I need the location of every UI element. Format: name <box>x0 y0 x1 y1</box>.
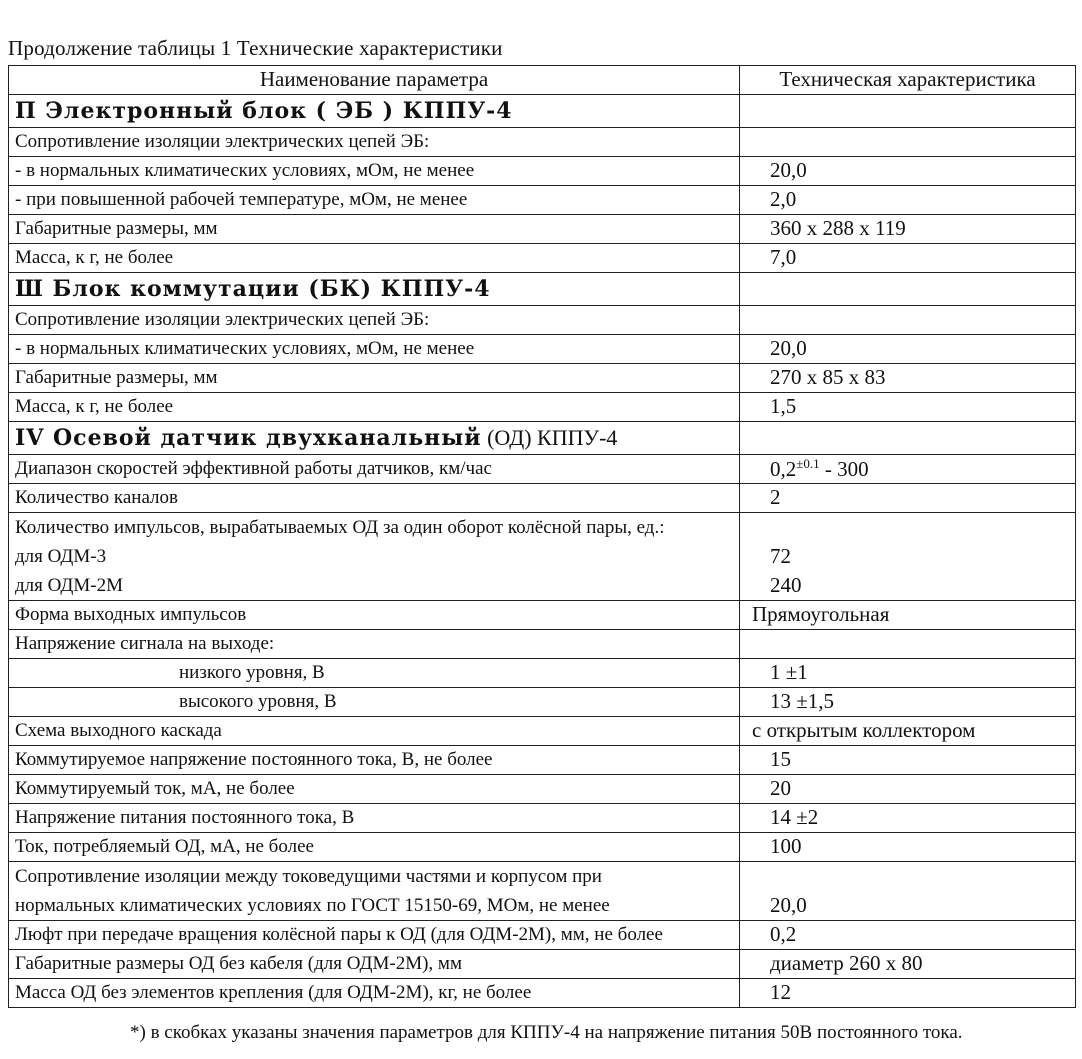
param-cell: - в нормальных климатических условиях, мОм, не менее <box>9 157 740 186</box>
section-title-bold: IV Осевой датчик двухканальный <box>15 424 482 451</box>
header-row <box>9 66 1076 95</box>
table-row <box>9 215 1076 244</box>
value-cell <box>740 306 1076 335</box>
section-title: П Электронный блок ( ЭБ ) КППУ-4 <box>9 95 740 128</box>
param-cell: - в нормальных климатических условиях, мОм, не менее <box>9 335 740 364</box>
section-title: Ш Блок коммутации (БК) КППУ-4 <box>9 273 740 306</box>
table-row <box>9 306 1076 335</box>
param-cell: - при повышенной рабочей температуре, мОм, не менее <box>9 186 740 215</box>
insulation-line-2: нормальных климатических условиях по ГОСТ 15150-69, МОм, не менее <box>15 895 610 916</box>
table-caption: Продолжение таблицы 1 Технические характеристики <box>8 36 503 60</box>
param-cell: Схема выходного каскада <box>9 717 740 746</box>
table-row <box>9 455 1076 484</box>
value-cell: 20,0 <box>740 862 1076 921</box>
table-row <box>9 364 1076 393</box>
value-cell: 14 ±2 <box>740 804 1076 833</box>
table-row <box>9 950 1076 979</box>
impulses-odm2m-value: 240 <box>770 573 802 597</box>
table-row <box>9 157 1076 186</box>
param-cell: Напряжение питания постоянного тока, В <box>9 804 740 833</box>
table-row <box>9 484 1076 513</box>
specs-table <box>8 65 1076 1008</box>
section-row <box>9 95 1076 128</box>
table-row <box>9 804 1076 833</box>
table-row <box>9 921 1076 950</box>
section-row <box>9 273 1076 306</box>
impulses-odm2m-label: для ОДМ-2М <box>15 575 123 596</box>
param-cell: Габаритные размеры ОД без кабеля (для ОДМ-2М), мм <box>9 950 740 979</box>
param-cell: Диапазон скоростей эффективной работы датчиков, км/час <box>9 455 740 484</box>
value-cell: 15 <box>740 746 1076 775</box>
table-row <box>9 186 1076 215</box>
value-cell <box>740 128 1076 157</box>
table-row <box>9 601 1076 630</box>
table-row <box>9 128 1076 157</box>
impulses-label: Количество импульсов, вырабатываемых ОД за один оборот колёсной пары, ед.: <box>15 517 665 538</box>
value-cell: 20 <box>740 775 1076 804</box>
value-cell: 20,0 <box>740 157 1076 186</box>
value-cell: 20,0 <box>740 335 1076 364</box>
value-cell: 2,0 <box>740 186 1076 215</box>
param-cell: низкого уровня, В <box>9 659 740 688</box>
impulses-odm3-label: для ОДМ-3 <box>15 546 107 567</box>
value-cell <box>740 455 1076 484</box>
insulation-line-1: Сопротивление изоляции между токоведущими частями и корпусом при <box>15 866 602 887</box>
table-row <box>9 775 1076 804</box>
footnote: *) в скобках указаны значения параметров для КППУ-4 на напряжение питания 50В постоянного тока. <box>130 1022 963 1043</box>
param-cell: Масса ОД без элементов крепления (для ОДМ-2М), кг, не более <box>9 979 740 1008</box>
param-cell: Масса, к г, не более <box>9 393 740 422</box>
param-cell <box>9 513 740 601</box>
value-cell: 270 х 85 х 83 <box>740 364 1076 393</box>
value-cell: 0,2 <box>740 921 1076 950</box>
table-row <box>9 630 1076 659</box>
value-cell: 12 <box>740 979 1076 1008</box>
table-row <box>9 833 1076 862</box>
table-row <box>9 746 1076 775</box>
section-title-suffix: (ОД) КППУ-4 <box>481 424 618 450</box>
param-cell: Ток, потребляемый ОД, мА, не более <box>9 833 740 862</box>
table-row <box>9 335 1076 364</box>
param-cell: Сопротивление изоляции электрических цепей ЭБ: <box>9 128 740 157</box>
param-cell: Сопротивление изоляции электрических цепей ЭБ: <box>9 306 740 335</box>
speed-tolerance: ±0.1 <box>796 455 820 471</box>
section-title <box>9 422 740 455</box>
param-cell <box>9 862 740 921</box>
value-cell: Прямоугольная <box>740 601 1076 630</box>
header-param: Наименование параметра <box>9 66 740 95</box>
header-value: Техническая характеристика <box>740 66 1076 95</box>
table-row <box>9 979 1076 1008</box>
table-row <box>9 513 1076 601</box>
param-cell: Коммутируемый ток, мА, не более <box>9 775 740 804</box>
value-cell: с открытым коллектором <box>740 717 1076 746</box>
param-cell: Люфт при передаче вращения колёсной пары к ОД (для ОДМ-2М), мм, не более <box>9 921 740 950</box>
table-row <box>9 393 1076 422</box>
param-cell: Форма выходных импульсов <box>9 601 740 630</box>
value-cell: 7,0 <box>740 244 1076 273</box>
impulses-odm3-value: 72 <box>770 544 791 568</box>
value-cell: 2 <box>740 484 1076 513</box>
param-cell: Коммутируемое напряжение постоянного тока, В, не более <box>9 746 740 775</box>
value-cell <box>740 513 1076 601</box>
speed-max: - 300 <box>819 456 869 481</box>
value-cell: 1 ±1 <box>740 659 1076 688</box>
table-row <box>9 862 1076 921</box>
param-cell: Количество каналов <box>9 484 740 513</box>
value-cell: диаметр 260 х 80 <box>740 950 1076 979</box>
value-cell: 1,5 <box>740 393 1076 422</box>
value-cell: 360 х 288 х 119 <box>740 215 1076 244</box>
table-row <box>9 688 1076 717</box>
param-cell: Габаритные размеры, мм <box>9 364 740 393</box>
speed-base: 0,2 <box>770 456 797 481</box>
table-row <box>9 244 1076 273</box>
table-row <box>9 659 1076 688</box>
value-cell: 100 <box>740 833 1076 862</box>
param-cell: Напряжение сигнала на выходе: <box>9 630 740 659</box>
param-cell: высокого уровня, В <box>9 688 740 717</box>
table-row <box>9 717 1076 746</box>
section-row <box>9 422 1076 455</box>
param-cell: Габаритные размеры, мм <box>9 215 740 244</box>
value-cell: 13 ±1,5 <box>740 688 1076 717</box>
param-cell: Масса, к г, не более <box>9 244 740 273</box>
